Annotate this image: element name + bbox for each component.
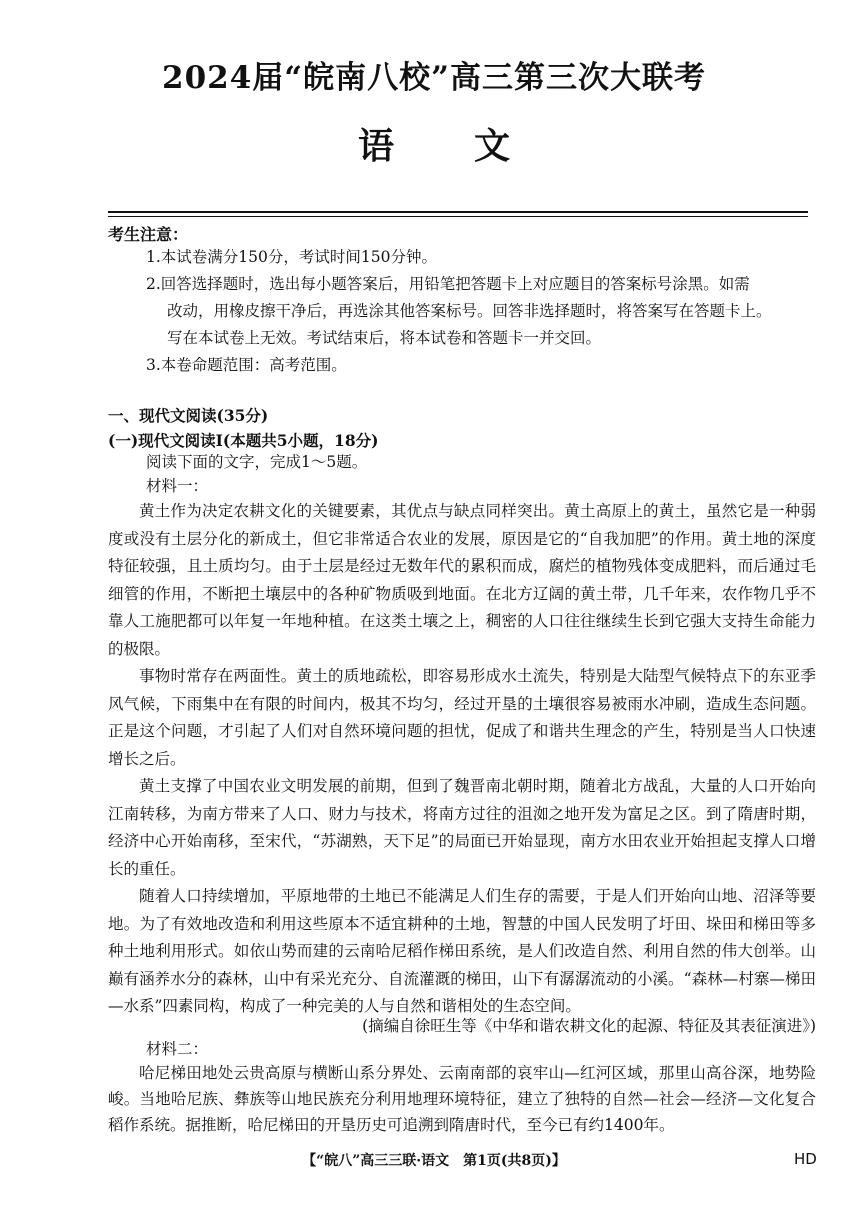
- subject-char-2: 文: [474, 125, 511, 167]
- source-citation: (摘编自徐旺生等《中华和谐农耕文化的起源、特征及其表征演进》): [362, 1017, 816, 1035]
- page-footer: 【“皖八”高三三联·语文 第1页(共8页)】: [302, 1153, 566, 1169]
- section-title: 一、现代文阅读(35分): [108, 406, 269, 425]
- notice-item-3: 3.本卷命题范围：高考范围。: [146, 356, 347, 374]
- paragraph-3: 黄土支撑了中国农业文明发展的前期，但到了魏晋南北朝时期，随着北方战乱，大量的人口开始向江南转移，为南方带来了人口、财力与技术，将南方过往的沮洳之地开发为富足之区。到了隋唐时期，经济中心开始南移，至宋代，“苏湖熟，天下足”的局面已开始显现，南方水田农业开始担起支撑人口增长的重任。: [108, 777, 816, 878]
- paragraph-2: 事物时常存在两面性。黄土的质地疏松，即容易形成水土流失，特别是大陆型气候特点下的东亚季风气候，下雨集中在有限的时间内，极其不均匀，经过开垦的土壤很容易被雨水冲刷，造成生态问题。正是这个问题，才引起了人们对自然环境问题的担忧，促成了和谐共生理念的产生，特别是当人口快速增长之后。: [108, 667, 816, 768]
- instruction: 阅读下面的文字，完成1～5题。: [146, 453, 368, 471]
- footer-code: HD: [794, 1150, 817, 1168]
- header-rule-thin: [108, 216, 808, 217]
- exam-title: 2024届“皖南八校”高三第三次大联考: [162, 60, 706, 96]
- header-rule-thick: [108, 211, 808, 213]
- notice-item-2-line-3: 写在本试卷上无效。考试结束后，将本试卷和答题卡一并交回。: [167, 329, 602, 347]
- subsection-title: (一)现代文阅读Ⅰ(本题共5小题，18分): [108, 431, 379, 450]
- notice-item-1: 1.本试卷满分150分，考试时间150分钟。: [146, 248, 437, 266]
- material-1-label: 材料一：: [146, 477, 209, 495]
- subject-title: [0, 118, 868, 169]
- paragraph-1: 黄土作为决定农耕文化的关键要素，其优点与缺点同样突出。黄土高原上的黄土，虽然它是一种弱度或没有土层分化的新成土，但它非常适合农业的发展，原因是它的“自我加肥”的作用。黄土地的深度特征较强，且土质均匀。由于土层是经过无数年代的累积而成，腐烂的植物残体变成肥料，而后通过毛细管的作用，不断把土壤层中的各种矿物质吸到地面。在北方辽阔的黄土带，几千年来，农作物几乎不靠人工施肥都可以年复一年地种植。在这类土壤之上，稠密的人口往往继续生长到它强大支持生命能力的极限。: [108, 502, 816, 658]
- paragraph-4: 随着人口持续增加，平原地带的土地已不能满足人们生存的需要，于是人们开始向山地、沼泽等要地。为了有效地改造和利用这些原本不适宜耕种的土地，智慧的中国人民发明了圩田、垛田和梯田等多种土地利用形式。如依山势而建的云南哈尼稻作梯田系统，是人们改造自然、利用自然的伟大创举。山巅有涵养水分的森林，山中有采光充分、自流灌溉的梯田，山下有潺潺流动的小溪。“森林—村寨—梯田—水系”四素同构，构成了一种完美的人与自然和谐相处的生态空间。: [108, 887, 816, 1016]
- subject-char-1: 语: [357, 125, 394, 167]
- notice-heading: 考生注意：: [108, 225, 189, 244]
- notice-item-2-line-2: 改动，用橡皮擦干净后，再选涂其他答案标号。回答非选择题时，将答案写在答题卡上。: [167, 302, 772, 320]
- paragraph-5: 哈尼梯田地处云贵高原与横断山系分界处、云南南部的哀牢山—红河区域，那里山高谷深，地势险峻。当地哈尼族、彝族等山地民族充分利用地理环境特征，建立了独特的自然—社会—经济—文化复合稻作系统。据推断，哈尼梯田的开垦历史可追溯到隋唐时代，至今已有约1400年。: [108, 1064, 816, 1134]
- notice-item-2-line-1: 2.回答选择题时，选出每小题答案后，用铅笔把答题卡上对应题目的答案标号涂黑。如需: [146, 275, 750, 293]
- material-2-label: 材料二：: [146, 1040, 209, 1058]
